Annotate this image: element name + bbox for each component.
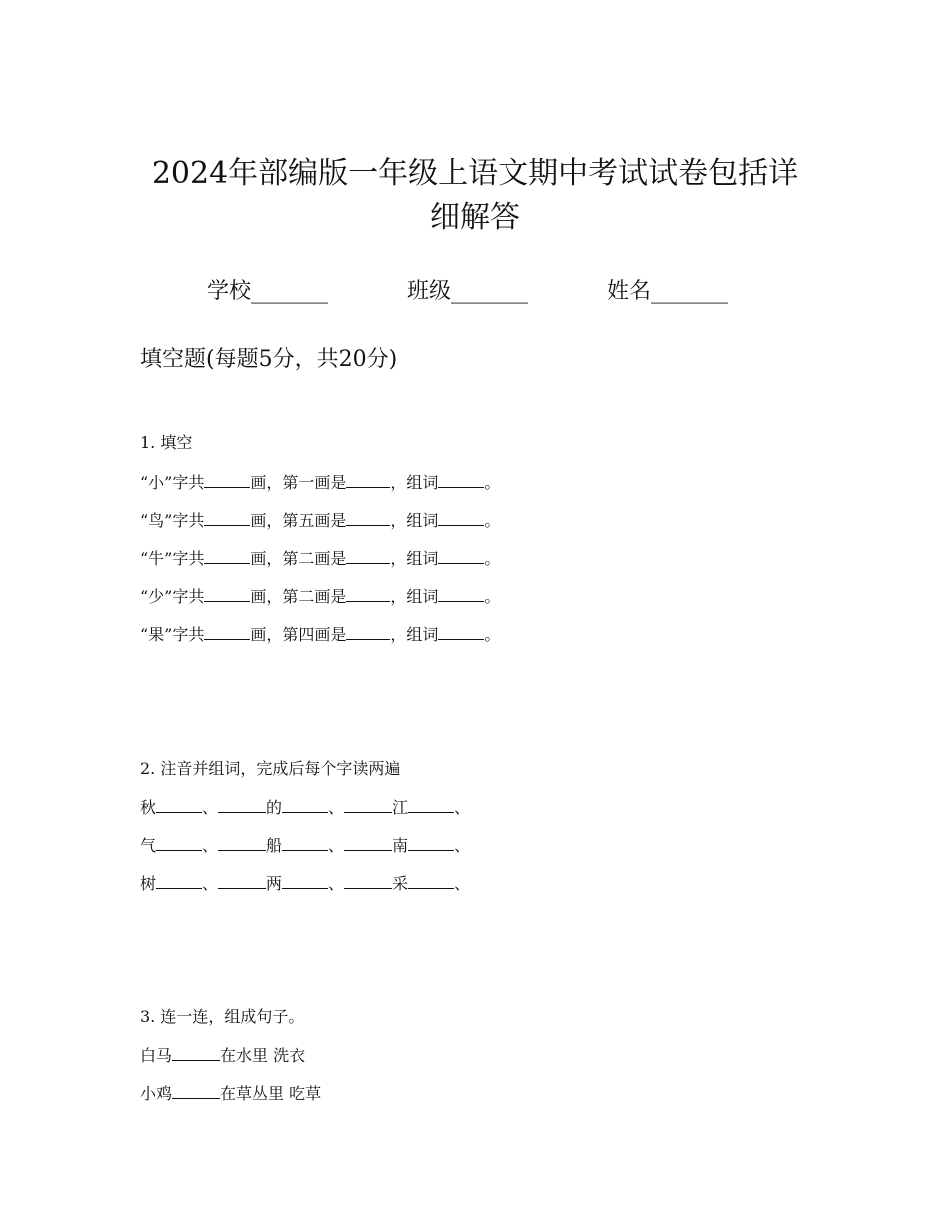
row-text: 画，第四画是 [250, 625, 347, 644]
question-2-heading: 2. 注音并组词，完成后每个字读两遍 [140, 759, 401, 778]
question-3-heading: 3. 连一连，组成句子。 [140, 1007, 305, 1026]
row-text: “鸟”字共 [140, 511, 205, 530]
row-text: 。 [484, 549, 501, 568]
question-1-row [140, 470, 500, 495]
exam-title [120, 152, 830, 240]
blank-stroke-count[interactable] [204, 622, 250, 640]
question-1-heading: 1. 填空 [140, 433, 193, 452]
separator: 、 [328, 874, 345, 893]
blank-word[interactable] [438, 584, 484, 602]
blank-answer[interactable] [344, 871, 392, 889]
char: 两 [266, 874, 283, 893]
predicate-text: 在草丛里 吃草 [220, 1084, 322, 1103]
title-line-1: 2024年部编版一年级上语文期中考试试卷包括详 [151, 156, 799, 191]
blank-stroke-count[interactable] [204, 546, 250, 564]
blank-word[interactable] [438, 622, 484, 640]
blank-stroke-count[interactable] [204, 508, 250, 526]
blank-stroke[interactable] [346, 546, 390, 564]
blank-connect[interactable] [172, 1043, 220, 1061]
row-text: ，组词 [390, 625, 439, 644]
char: 江 [392, 798, 409, 817]
question-2-row [140, 871, 470, 896]
blank-answer[interactable] [344, 833, 392, 851]
blank-answer[interactable] [218, 833, 266, 851]
blank-word[interactable] [438, 546, 484, 564]
question-1-row [140, 584, 500, 609]
name-field[interactable]: 姓名_______ [607, 279, 729, 304]
title-line-2: 细解答 [430, 200, 520, 235]
row-text: 。 [484, 511, 501, 530]
question-1-row [140, 546, 500, 571]
row-text: 。 [484, 587, 501, 606]
separator: 、 [202, 874, 219, 893]
blank-answer[interactable] [218, 795, 266, 813]
subject-text: 小鸡 [140, 1084, 173, 1103]
blank-stroke[interactable] [346, 584, 390, 602]
row-text: “小”字共 [140, 473, 205, 492]
row-text: ，组词 [390, 587, 439, 606]
blank-word[interactable] [438, 508, 484, 526]
question-2-row [140, 833, 470, 858]
char: 的 [266, 798, 283, 817]
row-text: 画，第五画是 [250, 511, 347, 530]
blank-answer[interactable] [282, 871, 328, 889]
blank-stroke-count[interactable] [204, 584, 250, 602]
subject-text: 白马 [140, 1046, 173, 1065]
char: 气 [140, 836, 157, 855]
row-text: 画，第二画是 [250, 587, 347, 606]
question-2-row [140, 795, 470, 820]
blank-answer[interactable] [156, 795, 202, 813]
blank-answer[interactable] [344, 795, 392, 813]
question-1-row [140, 622, 500, 647]
char: 树 [140, 874, 157, 893]
row-text: 。 [484, 473, 501, 492]
row-text: ，组词 [390, 511, 439, 530]
blank-stroke-count[interactable] [204, 470, 250, 488]
separator: 、 [328, 836, 345, 855]
blank-answer[interactable] [408, 871, 454, 889]
blank-answer[interactable] [408, 795, 454, 813]
blank-word[interactable] [438, 470, 484, 488]
blank-answer[interactable] [156, 833, 202, 851]
predicate-text: 在水里 洗衣 [220, 1046, 306, 1065]
question-3-row [140, 1081, 321, 1106]
separator: 、 [202, 798, 219, 817]
blank-stroke[interactable] [346, 508, 390, 526]
row-text: ，组词 [390, 473, 439, 492]
row-text: ，组词 [390, 549, 439, 568]
blank-answer[interactable] [156, 871, 202, 889]
blank-stroke[interactable] [346, 470, 390, 488]
separator: 、 [202, 836, 219, 855]
question-3-row [140, 1043, 305, 1068]
school-field[interactable]: 学校_______ [207, 279, 329, 304]
char: 采 [392, 874, 409, 893]
row-text: 画，第一画是 [250, 473, 347, 492]
blank-stroke[interactable] [346, 622, 390, 640]
blank-answer[interactable] [218, 871, 266, 889]
blank-connect[interactable] [172, 1081, 220, 1099]
separator: 、 [454, 798, 471, 817]
row-text: “牛”字共 [140, 549, 205, 568]
char: 秋 [140, 798, 157, 817]
blank-answer[interactable] [282, 795, 328, 813]
separator: 、 [454, 836, 471, 855]
char: 船 [266, 836, 283, 855]
row-text: “果”字共 [140, 625, 205, 644]
separator: 、 [328, 798, 345, 817]
question-1-row [140, 508, 500, 533]
class-field[interactable]: 班级_______ [407, 279, 529, 304]
row-text: 画，第二画是 [250, 549, 347, 568]
row-text: “少”字共 [140, 587, 205, 606]
blank-answer[interactable] [282, 833, 328, 851]
separator: 、 [454, 874, 471, 893]
section-title: 填空题(每题5分，共20分) [140, 347, 398, 372]
char: 南 [392, 836, 409, 855]
row-text: 。 [484, 625, 501, 644]
blank-answer[interactable] [408, 833, 454, 851]
